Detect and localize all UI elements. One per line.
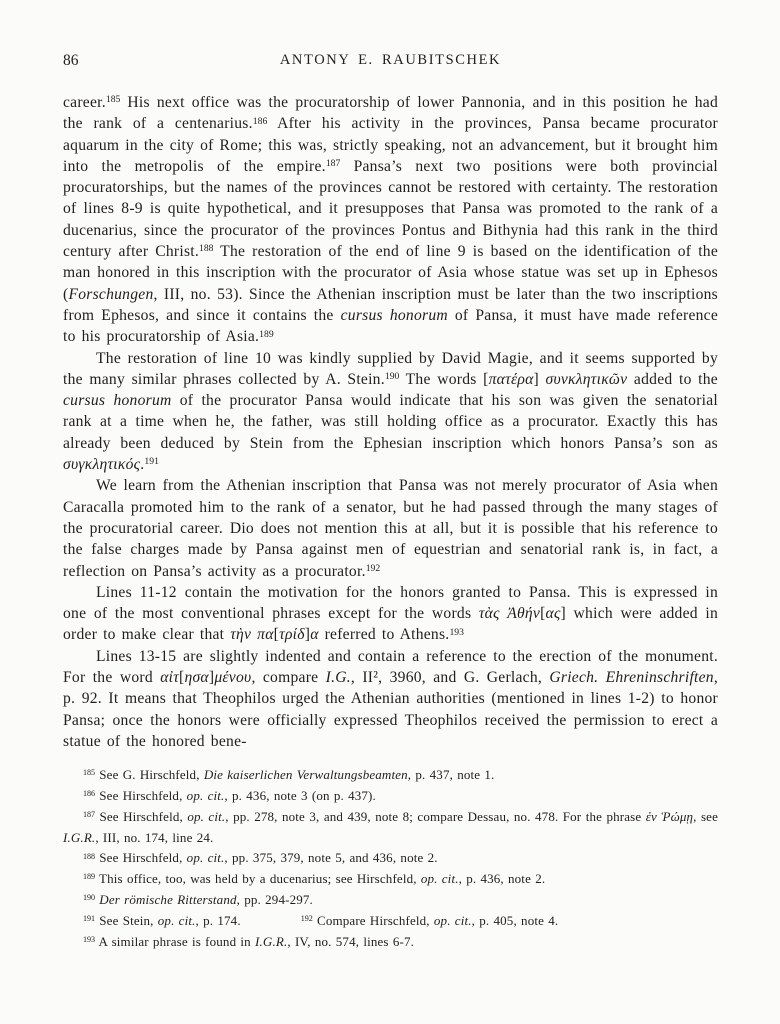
page-header <box>63 52 718 72</box>
paragraph: Lines 11-12 contain the motivation for the honors granted to Pansa. This is expressed in one of the most conventional phrases except for the words τὰς Ἀθήν[ας] which were added in order to make clear that τὴν πα[τρίδ]α referred to Athens.$^{193}$ <box>63 583 718 644</box>
footnote-marker: 187 <box>325 158 341 170</box>
footnote-marker: 191 <box>83 913 96 923</box>
footnote-marker: 188 <box>83 851 96 861</box>
footnote: $^{189}$ This office, too, was held by a ducenarius; see Hirschfeld, op. cit., p. 436, note 2. <box>83 871 546 887</box>
footnote-marker: 186 <box>83 789 96 799</box>
footnote: $^{188}$ See Hirschfeld, op. cit., pp. 375, 379, note 5, and 436, note 2. <box>83 850 438 866</box>
footnote: $^{186}$ See Hirschfeld, op. cit., p. 436, note 3 (on p. 437). <box>83 788 376 803</box>
paragraph: The restoration of line 10 was kindly supplied by David Magie, and it seems supported by the many similar phrases collected by A. Stein.$^{190}$ The words [πατέρα] συνκλητικῶν added to the cursus honorum of the procurator Pansa would indicate that his son was given the senatorial rank at a time when he, the father, was still holding office as a procurator. Exactly this has already been deduced by Stein from the Ephesian inscription which honors Pansa’s son as συγκλητικός.$^{191}$ <box>63 349 718 474</box>
paragraph: We learn from the Athenian inscription that Pansa was not merely procurator of Asia when Caracalla promoted him to the rank of a senator, but he had passed through the many stages of the procuratorial career. Dio does not mention this at all, but it is possible that his reference to the false charges made by Pansa against men of equestrian and senatorial rank is, in fact, a reflection on Pansa’s activity as a procurator.$^{192}$ <box>63 477 718 580</box>
footnote-marker: 193 <box>449 626 464 638</box>
running-head: ANTONY E. RAUBITSCHEK <box>279 52 502 68</box>
footnote-marker: 185 <box>105 94 121 106</box>
paragraph: career.$^{185}$ His next office was the procuratorship of lower Pannonia, and in this position he had the rank of a centenarius.$^{186}$ After his activity in the provinces, Pansa became procurator aquarum in the city of Rome; this was, strictly speaking, not an advancement, but it brought him into the metropolis of the empire.$^{187}$ Pansa’s next two positions were both provincial procuratorships, but the names of the provinces cannot be restored with certainty. The restoration of lines 8-9 is quite hypothetical, and it presupposes that Pansa was promoted to the rank of a ducenarius, since the procurator of the provinces Pontus and Bithynia had this rank in the third century after Christ.$^{188}$ The restoration of the end of line 9 is based on the identification of the man honored in this inscription with the procurator of Asia whose statue was set up in Ephesos (Forschungen, III, no. 53). Since the Athenian inscription must be later than the two inscriptions from Ephesos, and since it contains the cursus honorum of Pansa, it must have made reference to his procuratorship of Asia.$^{189}$ <box>63 94 719 346</box>
footnote-marker: 189 <box>83 872 96 882</box>
footnote-marker: 192 <box>365 562 381 574</box>
body-text <box>63 92 718 752</box>
footnote: $^{190}$ Der römische Ritterstand, pp. 294-297. <box>83 891 313 907</box>
paragraph: Lines 13-15 are slightly indented and contain a reference to the erection of the monument. For the word αἰτ[ησα]μένου, compare I.G., II², 3960, and G. Gerlach, Griech. Ehreninschriften, p. 92. It means that Theophilos urged the Athenian authorities (mentioned in lines 1-2) to honor Pansa; once the honors were officially expressed Theophilos received the permission to erect a statue of the honored bene- <box>63 647 719 750</box>
footnote: $^{187}$ See Hirschfeld, op. cit., pp. 278, note 3, and 439, note 8; compare Dessau, no. 478. For the phrase ἐν Ῥώμῃ, see I.G.R., III, no. 174, line 24. <box>63 808 719 845</box>
footnote-marker: 186 <box>252 115 268 127</box>
footnote-marker: 192 <box>300 913 313 923</box>
footnote-marker: 189 <box>259 328 274 340</box>
footnote-marker: 190 <box>83 893 96 903</box>
footnote-marker: 188 <box>199 243 214 255</box>
footnote-marker: 185 <box>83 768 96 778</box>
page-number: 86 <box>63 52 79 69</box>
footnote: $^{193}$ A similar phrase is found in I.G.R., IV, no. 574, lines 6-7. <box>83 933 415 949</box>
footnote-marker: 193 <box>83 934 96 944</box>
footnote: $^{191}$ See Stein, op. cit., p. 174. $^{192}$ Compare Hirschfeld, op. cit., p. 405, note 4. <box>83 912 559 928</box>
footnotes <box>63 765 718 952</box>
footnote-marker: 190 <box>384 371 400 383</box>
footnote-marker: 191 <box>144 456 159 468</box>
footnote-marker: 187 <box>83 809 96 819</box>
footnote: $^{185}$ See G. Hirschfeld, Die kaiserlichen Verwaltungsbeamten, p. 437, note 1. <box>83 767 495 783</box>
